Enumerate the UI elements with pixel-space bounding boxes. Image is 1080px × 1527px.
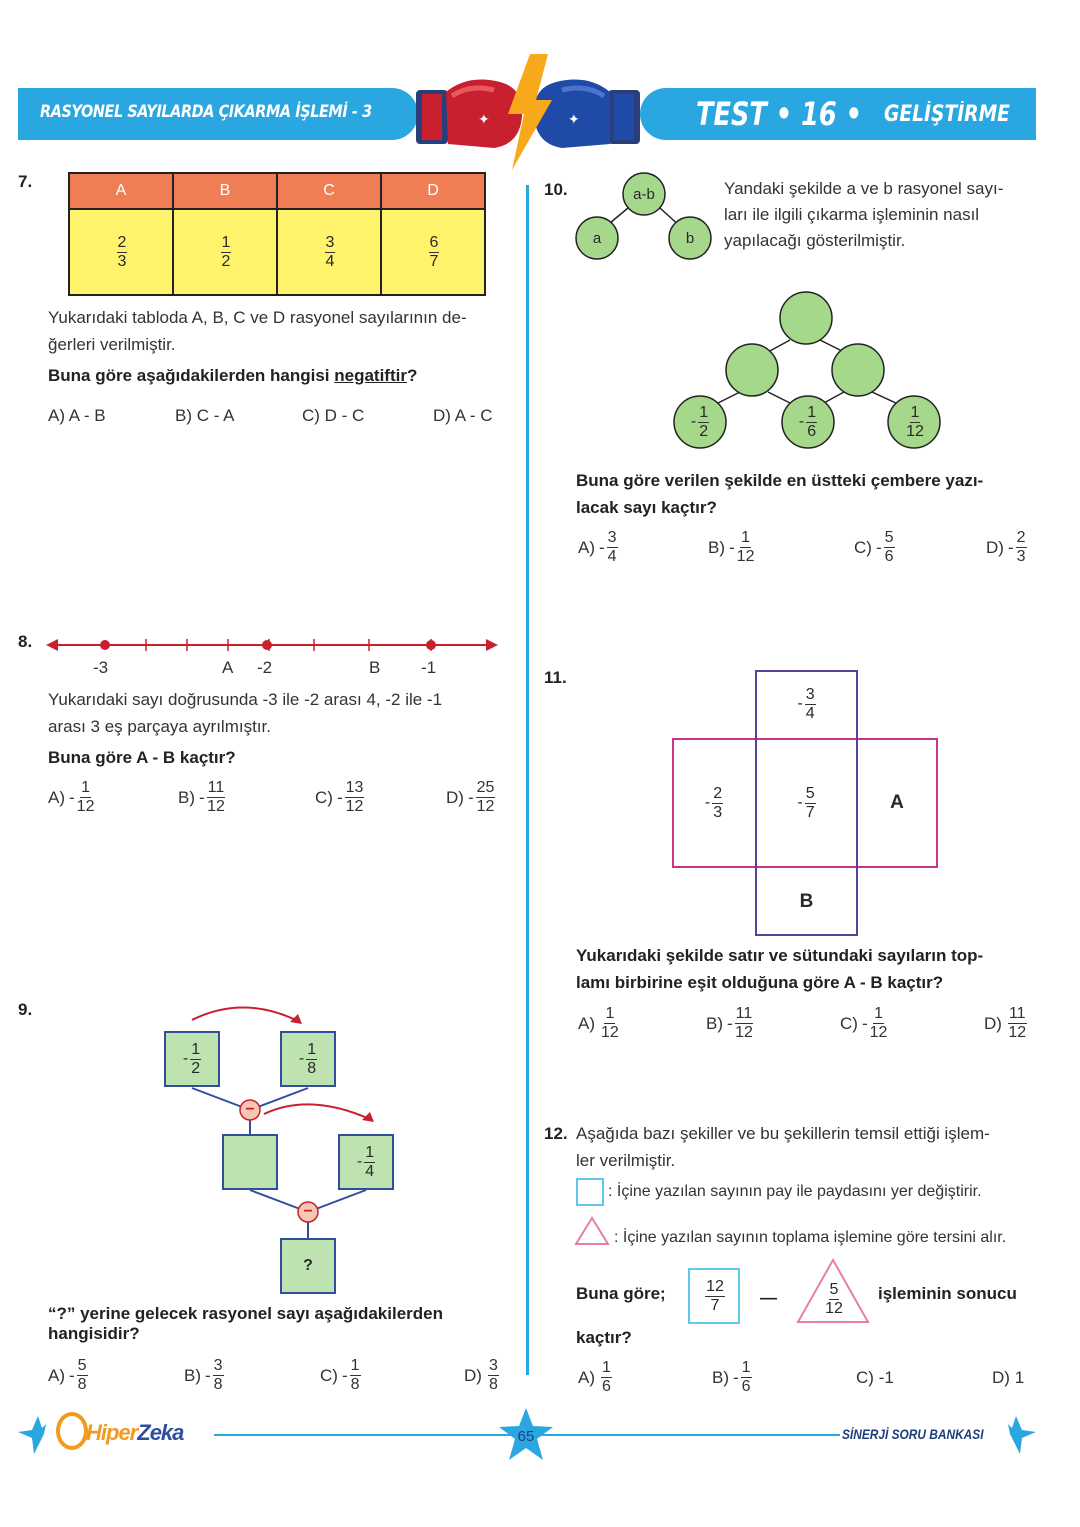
worksheet-title: RASYONEL SAYILARDA ÇIKARMA İŞLEMİ - 3 bbox=[40, 102, 372, 122]
q11-right-a: A bbox=[890, 792, 904, 813]
q8-option-d[interactable]: D) - $\frac{25}{12}$ bbox=[446, 779, 495, 815]
q7-header-d: D bbox=[381, 173, 485, 209]
q8-tick-a: A bbox=[222, 658, 234, 677]
q8-number: 8. bbox=[18, 632, 33, 651]
q12-option-a[interactable]: A) $\frac{1}{6}$ bbox=[578, 1359, 611, 1395]
q7-option-d[interactable]: D) A - C bbox=[433, 406, 493, 425]
header-right-banner bbox=[640, 88, 1036, 140]
hiperzeka-logo-icon bbox=[56, 1412, 88, 1450]
q11-option-d[interactable]: D) $\frac{11}{12}$ bbox=[984, 1005, 1027, 1041]
q7-header-b: B bbox=[173, 173, 277, 209]
q7-option-c[interactable]: C) D - C bbox=[302, 406, 365, 425]
q8-option-a[interactable]: A) - $\frac{1}{12}$ bbox=[48, 779, 95, 815]
q8-text: Yukarıdaki sayı doğrusunda -3 ile -2 arası 4, -2 ile -1 arası 3 eş parçaya ayrılmıştır. bbox=[48, 690, 443, 736]
q12-triangle-value: $\frac{5}{12}$ bbox=[825, 1280, 843, 1317]
q12-text: Aşağıda bazı şekiller ve bu şekillerin temsil ettiği işlem- ler verilmiştir. bbox=[576, 1124, 990, 1170]
q8-option-b[interactable]: B) - $\frac{11}{12}$ bbox=[178, 779, 225, 815]
q11-question: Yukarıdaki şekilde satır ve sütundaki sayıların top- lamı birbirine eşit olduğuna göre A - B kaçtır? bbox=[576, 946, 984, 992]
q10-small-right: b bbox=[685, 229, 695, 247]
q7-value-d: $\frac{6}{7}$ bbox=[381, 209, 485, 295]
q12-expression-prefix: Buna göre; bbox=[576, 1284, 666, 1303]
q7-option-b[interactable]: B) C - A bbox=[175, 406, 235, 425]
q10-leaf-3: $\frac{1}{12}$ bbox=[906, 403, 924, 440]
test-number: TEST • 16 • bbox=[696, 95, 862, 133]
q9-number: 9. bbox=[18, 1000, 33, 1019]
q7-option-a[interactable]: A) A - B bbox=[48, 406, 106, 425]
q10-small-top: a-b bbox=[633, 185, 655, 203]
q11-top-value: - $\frac{3}{4}$ bbox=[797, 685, 815, 722]
q9-minus-operator-1: − bbox=[245, 1101, 255, 1118]
q11-number: 11. bbox=[544, 668, 567, 687]
q10-option-d[interactable]: D) - $\frac{2}{3}$ bbox=[986, 529, 1026, 565]
q12-option-c[interactable]: C) -1 bbox=[856, 1368, 894, 1387]
svg-text:✦: ✦ bbox=[478, 112, 490, 128]
test-level: GELİŞTİRME bbox=[884, 102, 1010, 127]
q11-bottom-b: B bbox=[799, 891, 814, 912]
q8-tick-b: B bbox=[369, 658, 381, 677]
q8-tick-minus3: -3 bbox=[93, 658, 109, 677]
star-right-icon bbox=[1006, 1414, 1038, 1458]
q11-option-c[interactable]: C) - $\frac{1}{12}$ bbox=[840, 1005, 888, 1041]
q9-option-b[interactable]: B) - $\frac{3}{8}$ bbox=[184, 1357, 223, 1393]
square-shape-icon bbox=[576, 1178, 604, 1206]
q10-option-b[interactable]: B) - $\frac{1}{12}$ bbox=[708, 529, 755, 565]
q12-square-value: $\frac{12}{7}$ bbox=[688, 1268, 740, 1324]
q9-question: “?” yerine gelecek rasyonel sayı aşağıdakilerden hangisidir? bbox=[48, 1304, 443, 1343]
series-name: SİNERJİ SORU BANKASI bbox=[842, 1426, 984, 1442]
star-left-icon bbox=[16, 1414, 48, 1458]
q7-header-c: C bbox=[277, 173, 381, 209]
q10-small-left: a bbox=[592, 229, 602, 247]
q9-box-unknown: ? bbox=[280, 1238, 336, 1294]
svg-text:✦: ✦ bbox=[568, 112, 580, 128]
q9-minus-operator-2: − bbox=[303, 1203, 313, 1220]
column-divider bbox=[526, 185, 529, 1375]
brand-logo: HiperZeka bbox=[86, 1420, 184, 1445]
q12-square-rule: : İçine yazılan sayının pay ile paydasını yer değiştirir. bbox=[608, 1183, 982, 1200]
q12-option-d[interactable]: D) 1 bbox=[992, 1368, 1025, 1387]
q11-left-value: - $\frac{2}{3}$ bbox=[704, 784, 723, 821]
q12-minus: — bbox=[760, 1288, 777, 1307]
q11-option-b[interactable]: B) - $\frac{11}{12}$ bbox=[706, 1005, 753, 1041]
q8-tick-minus1: -1 bbox=[421, 658, 437, 677]
header-left-banner bbox=[18, 88, 418, 140]
q7-value-b: $\frac{1}{2}$ bbox=[173, 209, 277, 295]
q10-question: Buna göre verilen şekilde en üstteki çembere yazı- lacak sayı kaçtır? bbox=[576, 471, 984, 517]
q10-number: 10. bbox=[544, 180, 568, 199]
q12-expression-suffix: işleminin sonucu bbox=[878, 1284, 1017, 1303]
page-number: 65 bbox=[517, 1427, 535, 1445]
q11-center-value: - $\frac{5}{7}$ bbox=[797, 784, 815, 821]
q8-option-c[interactable]: C) - $\frac{13}{12}$ bbox=[315, 779, 364, 815]
triangle-shape-icon bbox=[574, 1216, 610, 1246]
q11-option-a[interactable]: A) $\frac{1}{12}$ bbox=[578, 1005, 619, 1041]
q8-tick-minus2: -2 bbox=[257, 658, 273, 677]
boxing-gloves-icon bbox=[408, 52, 648, 172]
q9-box-2: - $\frac{1}{8}$ bbox=[280, 1031, 336, 1087]
q12-question: kaçtır? bbox=[576, 1328, 632, 1347]
q10-leaf-2: - $\frac{1}{6}$ bbox=[798, 403, 817, 440]
q7-number: 7. bbox=[18, 172, 33, 191]
q9-option-c[interactable]: C) - $\frac{1}{8}$ bbox=[320, 1357, 360, 1393]
q10-text: Yandaki şekilde a ve b rasyonel sayı- ları ile ilgili çıkarma işleminin nasıl yapılacağı gösterilmiştir. bbox=[724, 179, 1004, 250]
q9-box-1: - $\frac{1}{2}$ bbox=[164, 1031, 220, 1087]
q10-leaf-1: - $\frac{1}{2}$ bbox=[690, 403, 709, 440]
q9-box-empty bbox=[222, 1134, 278, 1190]
q7-table bbox=[68, 172, 486, 296]
q7-value-a: $\frac{2}{3}$ bbox=[69, 209, 173, 295]
q7-question: Buna göre aşağıdakilerden hangisi negatiftir? bbox=[48, 366, 418, 385]
q8-question: Buna göre A - B kaçtır? bbox=[48, 748, 236, 767]
q7-value-c: $\frac{3}{4}$ bbox=[277, 209, 381, 295]
q7-text: Yukarıdaki tabloda A, B, C ve D rasyonel sayılarının de- ğerleri verilmiştir. bbox=[48, 308, 467, 354]
q9-option-d[interactable]: D) $\frac{3}{8}$ bbox=[464, 1357, 498, 1393]
q12-triangle-rule: : İçine yazılan sayının toplama işlemine göre tersini alır. bbox=[614, 1229, 1007, 1246]
q9-box-4: - $\frac{1}{4}$ bbox=[338, 1134, 394, 1190]
q10-option-a[interactable]: A) - $\frac{3}{4}$ bbox=[578, 529, 617, 565]
q7-header-a: A bbox=[69, 173, 173, 209]
q12-option-b[interactable]: B) - $\frac{1}{6}$ bbox=[712, 1359, 751, 1395]
q9-option-a[interactable]: A) - $\frac{5}{8}$ bbox=[48, 1357, 87, 1393]
q10-option-c[interactable]: C) - $\frac{5}{6}$ bbox=[854, 529, 894, 565]
q12-number: 12. bbox=[544, 1124, 568, 1143]
